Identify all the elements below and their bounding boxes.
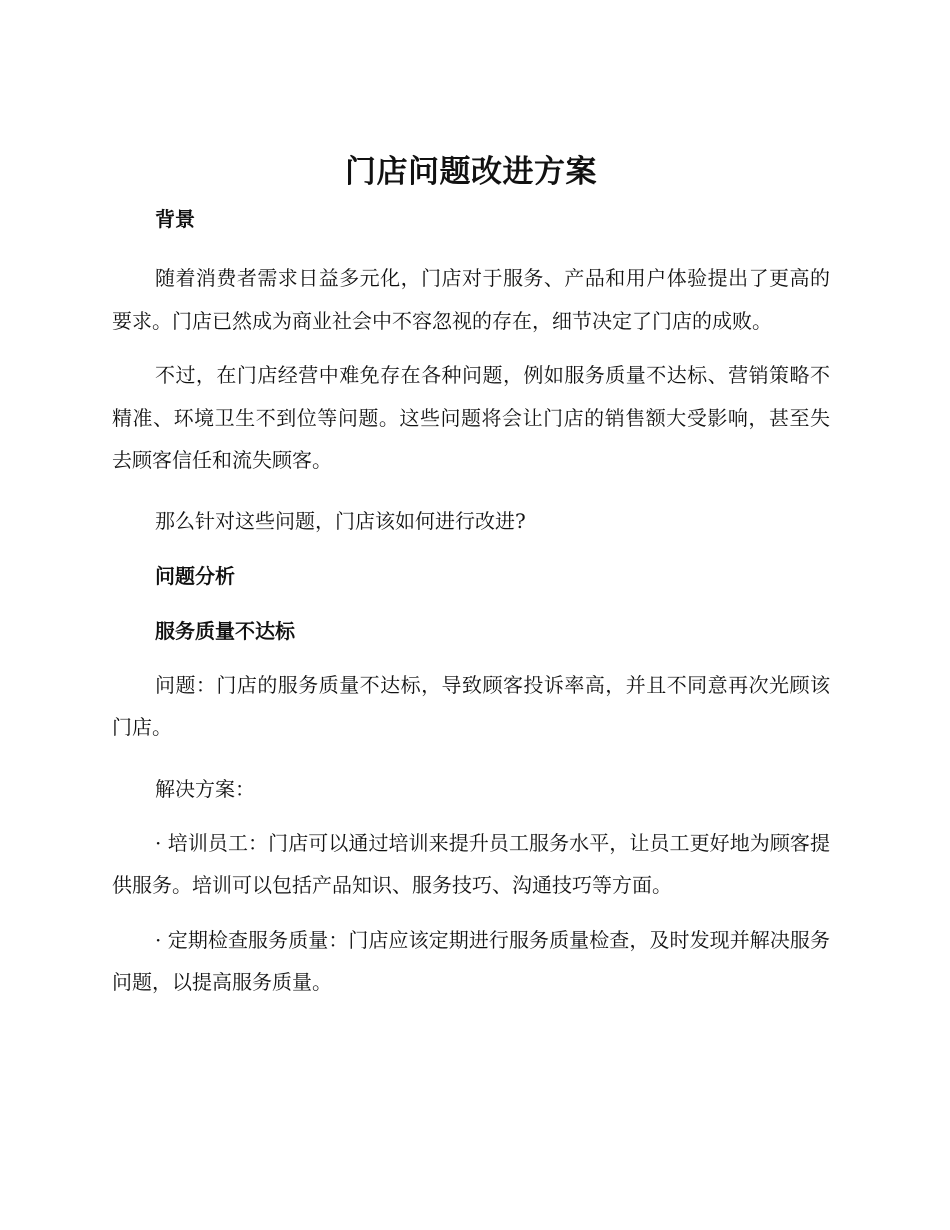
- paragraph-service-problem: 问题：门店的服务质量不达标，导致顾客投诉率高，并且不同意再次光顾该门店。: [112, 672, 830, 739]
- solution-label: 解决方案：: [155, 776, 255, 801]
- document-title: 门店问题改进方案: [345, 154, 597, 190]
- section-heading-analysis: 问题分析: [155, 563, 235, 588]
- paragraph-background-1: 随着消费者需求日益多元化，门店对于服务、产品和用户体验提出了更高的要求。门店已然成为商业社会中不容忽视的存在，细节决定了门店的成败。: [112, 266, 830, 333]
- subsection-heading-service: 服务质量不达标: [155, 618, 295, 643]
- section-heading-background: 背景: [155, 207, 195, 231]
- bullet-training: · 培训员工：门店可以通过培训来提升员工服务水平，让员工更好地为顾客提供服务。培训可以包括产品知识、服务技巧、沟通技巧等方面。: [112, 830, 830, 897]
- paragraph-background-3: 那么针对这些问题，门店该如何进行改进?: [155, 508, 526, 533]
- document-page: [112, 150, 830, 1004]
- bullet-inspection: · 定期检查服务质量：门店应该定期进行服务质量检查，及时发现并解决服务问题，以提高服务质量。: [112, 927, 830, 994]
- paragraph-background-2: 不过，在门店经营中难免存在各种问题，例如服务质量不达标、营销策略不精准、环境卫生不到位等问题。这些问题将会让门店的销售额大受影响，甚至失去顾客信任和流失顾客。: [112, 363, 830, 472]
